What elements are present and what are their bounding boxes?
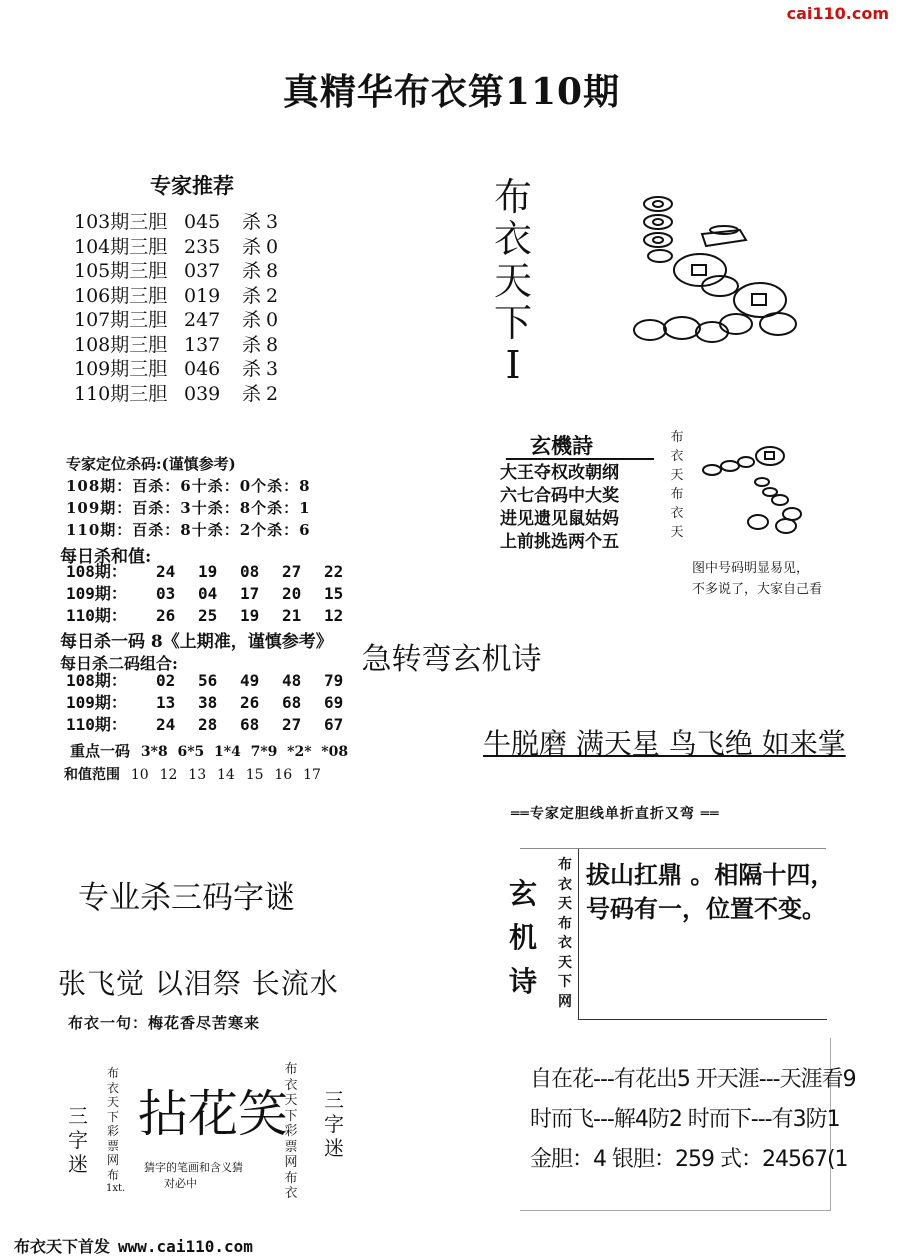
riddle-note: 猜字的笔画和含义猜 对必中: [144, 1161, 243, 1190]
position-kill-heading: 专家定位杀码:(谨慎参考): [66, 455, 236, 473]
mystery-hint: 图中号码明显易见， 不多说了，大家自己看: [692, 561, 823, 597]
daily-sum-heading: 每日杀和值:: [60, 547, 152, 567]
page-title: 真精华布衣第110期: [282, 71, 621, 113]
expert-row: 107期三胆 247 杀 0: [74, 309, 279, 331]
mystery-poem: 大王夺权改朝纲 六七合码中大奖 进见遗见鼠姑妈 上前挑选两个五: [500, 463, 619, 552]
xuanji-side-column: 布 衣 天 布 衣 天 下 网: [558, 857, 572, 1010]
daily-sum-table: [66, 561, 366, 627]
riddle-right-small: 布 衣 天 下 彩 票 网 布 衣: [284, 1062, 298, 1201]
mystery-poem-title: 玄機詩: [530, 433, 593, 458]
kill-three-line: 张飞觉 以泪祭 长流水: [58, 967, 339, 1000]
daily-kill-one: 每日杀一码 8《上期准，谨慎参考》: [60, 632, 333, 652]
position-kill-row: 109期：百杀：3十杀：8个杀：1: [66, 499, 311, 517]
footer-url[interactable]: www.cai110.com: [118, 1237, 253, 1256]
site-watermark: cai110.com: [786, 4, 889, 23]
expert-row: 106期三胆 019 杀 2: [74, 284, 279, 307]
expert-line: ══专家定胆线单折直折又弯 ══: [511, 806, 720, 822]
saying: 布衣一句：梅花香尽苦寒来: [68, 1014, 261, 1032]
table-row: 109期： 13 38 26 68 69: [66, 693, 344, 712]
mystery-side-column: 布 衣 天 布 衣 天: [670, 430, 684, 540]
table-row: 108期： 02 56 49 48 79: [66, 671, 344, 690]
daily-kill-two-heading: 每日杀二码组合:: [60, 654, 178, 673]
riddle-right-label: 三 字 迷: [324, 1088, 344, 1160]
turn-poem-line: 牛脱磨 满天星 鸟飞绝 如来掌: [483, 727, 846, 760]
vertical-brand: 布 衣 天 下 I: [493, 175, 532, 387]
expert-row: 104期三胆 235 杀 0: [74, 235, 279, 258]
expert-list: [74, 210, 278, 406]
riddle-left-label: 三 字 迷: [68, 1104, 88, 1176]
xuanji-label: 玄 机 诗: [508, 877, 537, 998]
daily-kill-two-table: [66, 670, 366, 736]
table-row: 108期： 24 19 08 27 22: [66, 562, 344, 581]
expert-row: 109期三胆 046 杀 3: [74, 358, 279, 380]
expert-row: 103期三胆 045 杀 3: [74, 211, 279, 233]
turn-poem-title: 急转弯玄机诗: [361, 642, 542, 677]
expert-heading: 专家推荐: [150, 173, 234, 198]
expert-row: 110期三胆 039 杀 2: [74, 382, 279, 405]
position-kill-row: 108期：百杀：6十杀：0个杀：8: [66, 477, 311, 495]
xuanji-riddle: 拔山扛鼎 。相隔十四， 号码有一，位置不变。: [586, 860, 835, 923]
riddle-left-small: 布 衣 天 下 彩 票 网 布 1xt.: [106, 1066, 126, 1194]
expert-row: 105期三胆 037 杀 8: [74, 260, 279, 282]
table-row: 110期： 24 28 68 27 67: [66, 715, 344, 734]
table-row: 109期： 03 04 17 20 15: [66, 584, 344, 603]
riddle-word: 拈花笑: [138, 1085, 288, 1143]
expert-row: 108期三胆 137 杀 8: [74, 333, 279, 356]
kill-three-title: 专业杀三码字谜: [78, 880, 295, 916]
footer: 布衣天下首发 www.cai110.com: [14, 1237, 253, 1256]
divider: [506, 458, 654, 460]
tips: 自在花---有花出5 开天涯---天涯看9 时而飞---解4防2 时而下---有3防1 金胆：4 银胆：259 式：24567(1: [530, 1067, 856, 1172]
key-code: 重点一码 3*8 6*5 1*4 7*9 *2* *08: [70, 742, 349, 760]
sum-range: 和值范围 10 12 13 14 15 16 17: [64, 767, 321, 783]
position-kill-list: [66, 475, 311, 541]
table-row: 110期： 26 25 19 21 12: [66, 606, 344, 625]
coins-illustration: [628, 188, 838, 348]
position-kill-row: 110期：百杀：8十杀：2个杀：6: [66, 521, 311, 539]
chain-coins-illustration: [700, 440, 815, 540]
